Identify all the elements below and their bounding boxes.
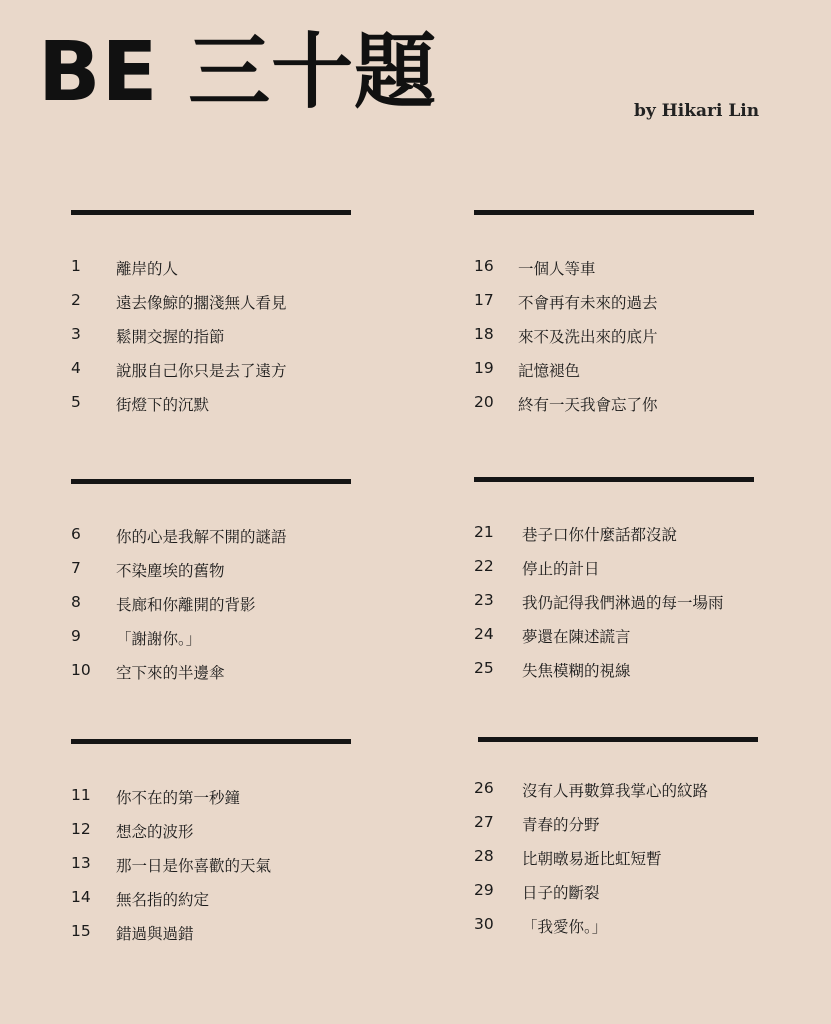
item-text: 青春的分野	[522, 816, 600, 834]
item-text: 想念的波形	[116, 823, 194, 841]
item-number: 30	[474, 915, 494, 933]
item-number: 8	[71, 593, 81, 611]
item-text: 失焦模糊的視線	[522, 662, 631, 680]
item-text: 無名指的約定	[116, 891, 210, 909]
item-text: 遠去像鯨的擱淺無人看見	[116, 294, 287, 312]
item-text: 那一日是你喜歡的天氣	[116, 857, 272, 875]
section-1-5	[71, 210, 353, 414]
item-text: 日子的斷裂	[522, 884, 600, 902]
item-number: 22	[474, 557, 494, 575]
item-number: 27	[474, 813, 494, 831]
item-text: 鬆開交握的指節	[116, 328, 225, 346]
item-number: 6	[71, 525, 81, 543]
section-21-25	[474, 477, 756, 680]
item-text: 我仍記得我們淋過的每一場雨	[522, 594, 724, 612]
section-11-15	[71, 739, 353, 943]
item-text: 比朝暾易逝比虹短暫	[522, 850, 662, 868]
item-text: 巷子口你什麼話都沒說	[522, 526, 678, 544]
item-text: 來不及洗出來的底片	[518, 328, 658, 346]
section-divider	[478, 737, 758, 742]
item-number: 23	[474, 591, 494, 609]
item-text: 不會再有未來的過去	[518, 294, 658, 312]
item-text: 說服自己你只是去了遠方	[116, 362, 287, 380]
section-divider	[71, 739, 351, 744]
item-text: 空下來的半邊傘	[116, 664, 225, 682]
item-number: 17	[474, 291, 494, 309]
item-text: 錯過與過錯	[116, 925, 194, 943]
item-text: 「謝謝你。」	[116, 630, 202, 648]
item-number: 16	[474, 257, 494, 275]
item-text: 「我愛你。」	[522, 918, 608, 936]
item-text: 你的心是我解不開的謎語	[116, 528, 287, 546]
item-number: 20	[474, 393, 494, 411]
item-number: 9	[71, 627, 81, 645]
item-number: 11	[71, 786, 91, 804]
section-divider	[71, 210, 351, 215]
item-text: 夢還在陳述謊言	[522, 628, 631, 646]
item-number: 13	[71, 854, 91, 872]
item-number: 14	[71, 888, 91, 906]
item-number: 15	[71, 922, 91, 940]
item-number: 1	[71, 257, 81, 275]
author-byline: by Hikari Lin	[634, 101, 760, 121]
section-16-20	[474, 210, 756, 414]
item-number: 21	[474, 523, 494, 541]
item-number: 25	[474, 659, 494, 677]
item-text: 你不在的第一秒鐘	[116, 789, 241, 807]
section-26-30	[474, 737, 760, 936]
item-number: 26	[474, 779, 494, 797]
item-text: 街燈下的沉默	[116, 396, 210, 414]
item-text: 記憶褪色	[518, 362, 581, 380]
item-text: 沒有人再數算我掌心的紋路	[522, 782, 709, 800]
item-number: 3	[71, 325, 81, 343]
section-6-10	[71, 479, 353, 682]
item-text: 不染塵埃的舊物	[116, 562, 225, 580]
item-text: 離岸的人	[116, 260, 179, 278]
section-divider	[474, 210, 754, 215]
item-number: 7	[71, 559, 81, 577]
item-number: 2	[71, 291, 81, 309]
item-number: 19	[474, 359, 494, 377]
item-text: 終有一天我會忘了你	[518, 396, 658, 414]
item-number: 5	[71, 393, 81, 411]
item-number: 4	[71, 359, 81, 377]
section-divider	[474, 477, 754, 482]
page-title: BE 三十題	[38, 25, 438, 120]
item-text: 長廊和你離開的背影	[116, 596, 256, 614]
item-number: 18	[474, 325, 494, 343]
section-divider	[71, 479, 351, 484]
item-text: 停止的計日	[522, 560, 600, 578]
item-text: 一個人等車	[518, 260, 596, 278]
item-number: 24	[474, 625, 494, 643]
item-number: 10	[71, 661, 91, 679]
item-number: 12	[71, 820, 91, 838]
item-number: 28	[474, 847, 494, 865]
item-number: 29	[474, 881, 494, 899]
